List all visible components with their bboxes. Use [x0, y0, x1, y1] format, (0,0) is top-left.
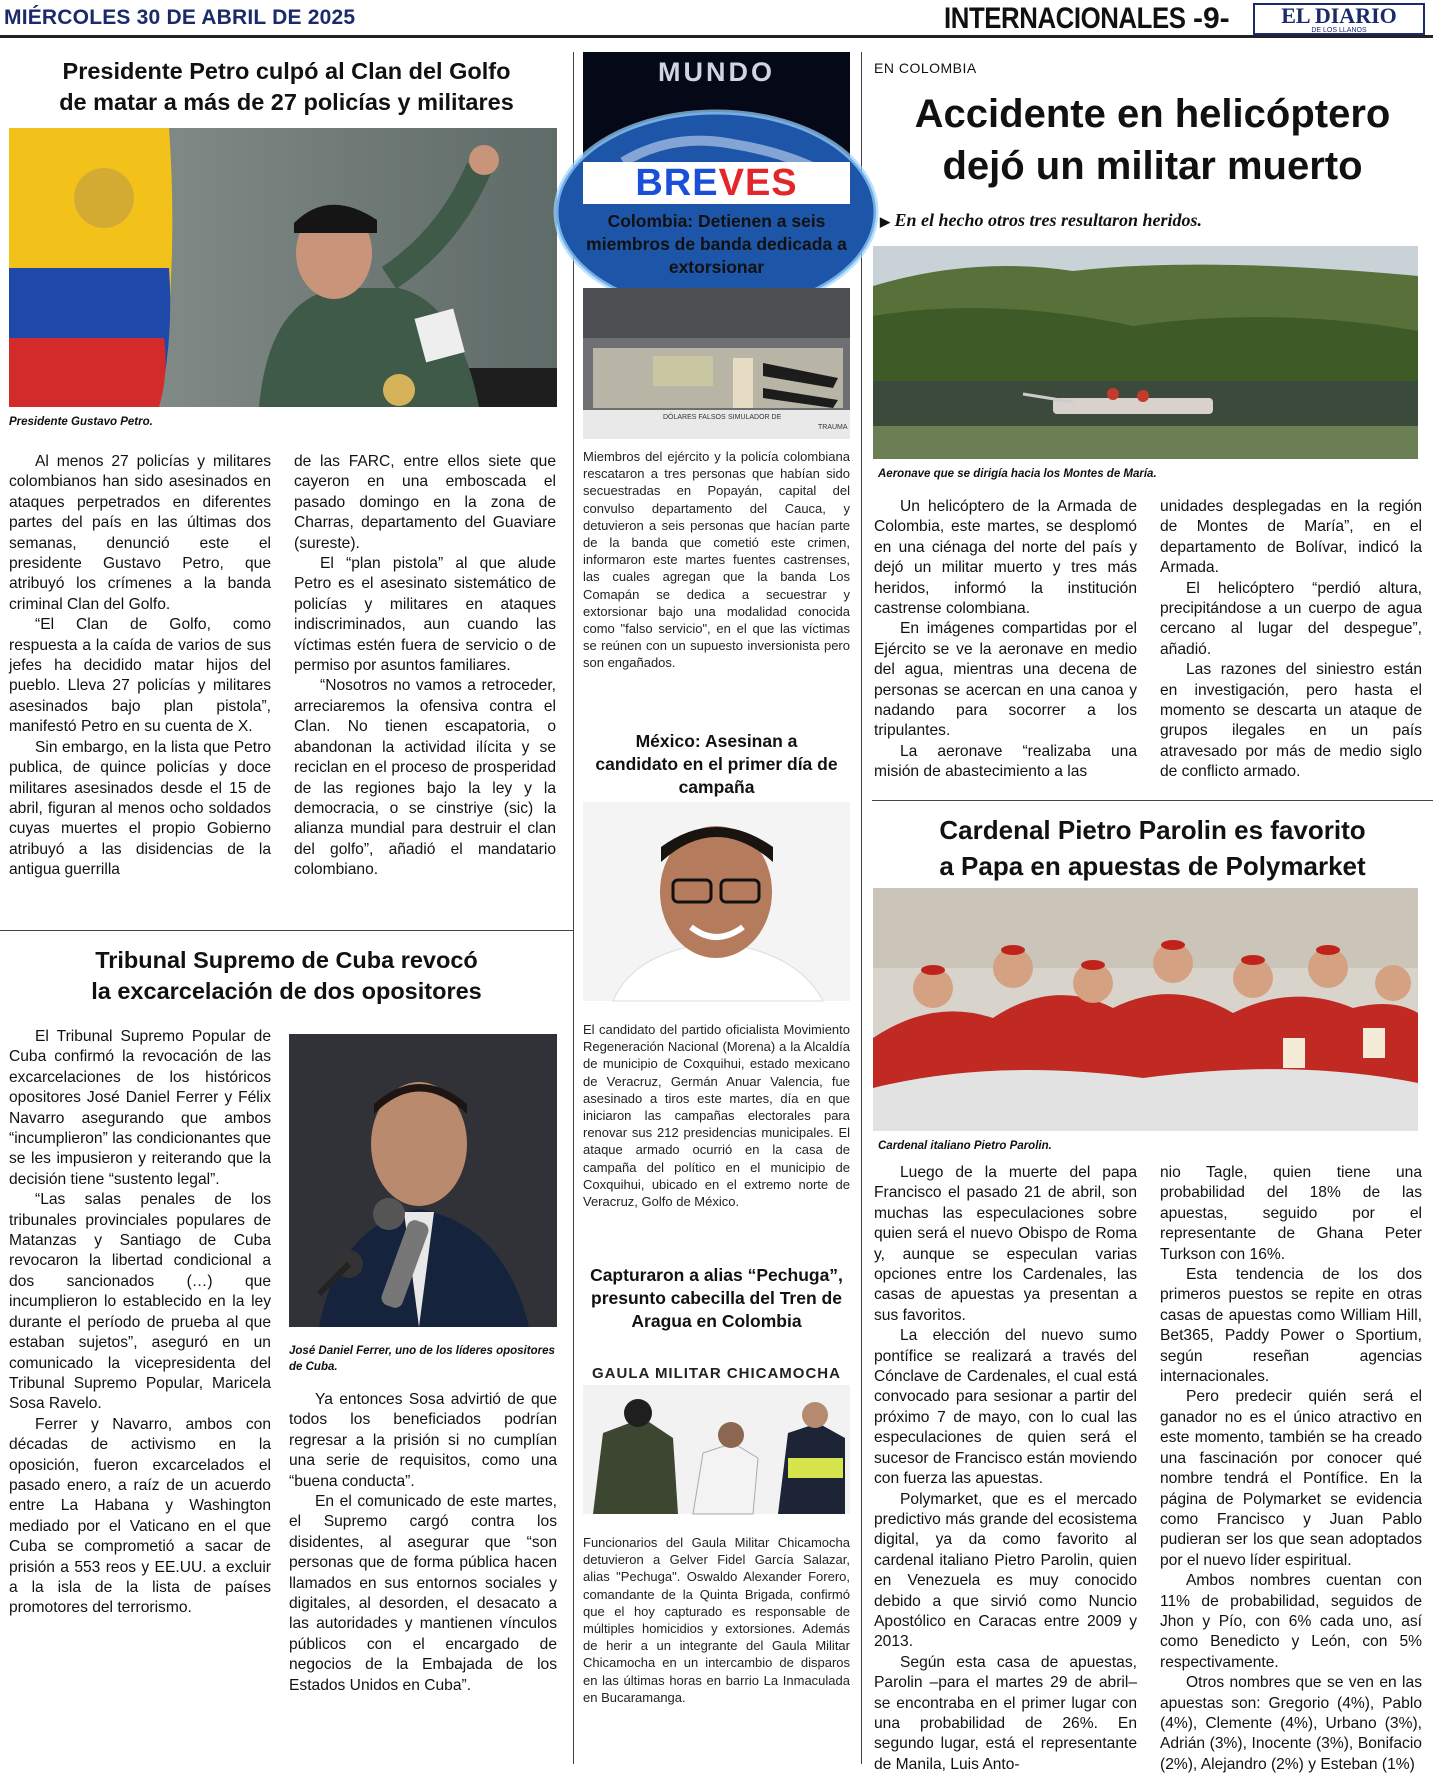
- column-rule: [573, 52, 574, 1764]
- petro-caption: Presidente Gustavo Petro.: [9, 416, 153, 428]
- brief-2-photo: [583, 802, 850, 1001]
- gaula-banner: GAULA MILITAR CHICAMOCHA: [583, 1363, 850, 1385]
- heli-kicker: EN COLOMBIA: [874, 60, 977, 76]
- petro-photo: [9, 128, 557, 407]
- page-number: -9-: [1193, 2, 1230, 35]
- petro-column-2: de las FARC, entre ellos siete que cayeron en una emboscada el pasado domingo en la zona de Charras, departamento del Guaviare (sureste). El “plan pistola” al que alude Petro es el asesinato sistemático de policías y militares en ataques indiscriminados, aun cuando las víctimas estén fuera de servicio o de permiso por asuntos familiares. “Nosotros no vamos a retroceder, arreciaremos la ofensiva contra el Clan. No tienen escapatoria, o abandonan la actividad ilícita y se reciclan en el proceso de prosperidad de las regiones bajo la ley y la democracia, o se cinstriye (sic) la alianza mundial para destruir el clan del golfo”, añadió el mandatario colombiano.: [294, 453, 556, 879]
- brief-3-text: Funcionarios del Gaula Militar Chicamocha detuvieron a Gelver Fidel García Salazar, alias "Pechuga". Oswaldo Alexander Forero, comandante de la Quinta Brigada, confirmó que el hoy capturado es responsable de múltiples homicidios y extorsiones. Además de herir a un integrante del Gaula Militar Chicamocha en un intercambio de disparos en las últimas horas en barrio La Inmaculada en Bucaramanga.: [583, 1535, 850, 1705]
- cuba-headline: Tribunal Supremo de Cuba revocó la excarcelación de dos opositores: [91, 947, 482, 1004]
- brief-2-text: El candidato del partido oficialista Movimiento Regeneración Nacional (Morena) a la Alcaldía de municipio de Coxquihui, estado mexicano de Veracruz, Germán Anuar Valencia, fue asesinado a tiros este martes, día en que iniciaron las campañas electorales para renovar sus 212 presidencias municipales. El ataque armado ocurrió en la casa de campaña del político en el municipio de Coxquihui, ubicado en el extremo norte de Veracruz, Golfo de México.: [583, 1022, 850, 1210]
- ferrer-caption: José Daniel Ferrer, uno de los líderes opositores de Cuba.: [289, 1345, 555, 1373]
- brief-2-headline: México: Asesinan a candidato en el primer día de campaña: [595, 731, 838, 797]
- heli-column-2: unidades desplegadas en la región de Montes de María”, en el departamento de Bolívar, indicó la Armada. El helicóptero “perdió altura, precipitándose a un cuerpo de agua cercano al lugar del despegue”, añadió. Las razones del siniestro están en investigación, pero hasta el momento se descarta un ataque de grupos ilegales en un país atravesado por más de medio siglo de conflicto armado.: [1160, 498, 1422, 781]
- issue-date: MIÉRCOLES 30 DE ABRIL DE 2025: [4, 6, 356, 29]
- ferrer-photo: [289, 1034, 557, 1327]
- column-rule: [861, 52, 862, 1764]
- brief-1-photo-label: DÓLARES FALSOS: [663, 414, 726, 421]
- parolin-headline: Cardenal Pietro Parolin es favorito a Papa en apuestas de Polymarket: [939, 815, 1366, 881]
- heli-column-1: Un helicóptero de la Armada de Colombia, este martes, se desplomó en una ciénaga del norte del país y dejó un militar muerto y tres más heridos, informó la institución castrense colombiana. En imágenes compartidas por el Ejército se ve la aeronave en medio del agua, mientras una decena de personas se acercan en una canoa y nadando para socorrer a los tripulantes. La aeronave “realizaba una misión de abastecimiento a las: [874, 498, 1137, 781]
- parolin-caption: Cardenal italiano Pietro Parolin.: [878, 1140, 1052, 1152]
- heli-caption: Aeronave que se dirigía hacia los Montes de María.: [878, 468, 1157, 480]
- brief-3-headline: Capturaron a alias “Pechuga”, presunto cabecilla del Tren de Aragua en Colombia: [590, 1265, 843, 1331]
- brief-1-photo: [583, 288, 850, 439]
- brief-1-headline: Colombia: Detienen a seis miembros de banda dedicada a extorsionar: [586, 211, 847, 277]
- petro-column-1: Al menos 27 policías y militares colombianos han sido asesinados en ataques perpetrados en diferentes partes del país en las últimas dos semanas, denunció este el presidente Gustavo Petro, que atribuyó los crímenes a la banda criminal Clan del Golfo. “El Clan de Golfo, como respuesta a la caída de varios de sus jefes ha decidido matar hijos del pueblo. Lleva 27 policías y militares asesinados bajo plan pistola”, manifestó Petro en su cuenta de X. Sin embargo, en la lista que Petro publica, de quince policías y doce militares asesinados desde el 15 de abril, figuran al menos ocho soldados cuyas muertes el propio Gobierno atribuyó a las disidencias de la antigua guerrilla: [9, 453, 271, 879]
- heli-deck: ▶ En el hecho otros tres resultaron heridos.: [880, 210, 1203, 230]
- petro-headline: Presidente Petro culpó al Clan del Golfo de matar a más de 27 policías y militares: [59, 58, 514, 115]
- cuba-column-2: Ya entonces Sosa advirtió de que todos los beneficiados podrían regresar a la prisión si no cumplían una serie de requisitos, como una “buena conducta”. En el comunicado de este martes, el Supremo cargó contra los disidentes, al asegurar que “son personas que de forma pública hacen llamados en sus entornos sociales y digitales, al desorden, el desacato a las autoridades y mantienen vínculos públicos con el encargado de negocios de la Embajada de los Estados Unidos en Cuba”.: [289, 1391, 557, 1694]
- brief-1-photo-label: SIMULADOR DE: [728, 414, 782, 421]
- cardinals-photo: [873, 888, 1418, 1131]
- section-name: INTERNACIONALES: [944, 2, 1186, 35]
- triangle-bullet-icon: ▶: [880, 214, 890, 229]
- brief-1-photo-label: TRAUMA: [818, 424, 848, 431]
- logo-sub: DE LOS LLANOS: [1311, 26, 1367, 34]
- section-rule: [872, 800, 1433, 801]
- mundo-breves-banner: [583, 52, 850, 204]
- heli-headline: Accidente en helicóptero dejó un militar muerto: [914, 92, 1391, 188]
- breves-label: BREVES: [635, 162, 798, 204]
- newspaper-logo: [1253, 3, 1425, 35]
- parolin-column-2: nio Tagle, quien tiene una probabilidad del 18% de las apuestas, seguido por el representante de Ghana Peter Turkson con 16%. Esta tendencia de los dos primeros puestos se repite en otras casas de apuestas como William Hill, Bet365, Paddy Power o Sportium, según reseñan agencias internacionales. Pero predecir quién será el ganador no es el único atractivo en este momento, también se ha creado una fascinación por conocer qué nombre tendrá el Pontífice. En la página de Polymarket se evidencia como Francisco y Juan Pablo pudieran ser los que sean adoptados por el nuevo líder espiritual. Ambos nombres cuentan con 11% de probabilidad, seguidos de Jhon y Pío, con 6% cada uno, así como Benedicto y León, con 5% respectivamente. Otros nombres que se ven en las apuestas son: Gregorio (4%), Pablo (4%), Clemente (4%), Urbano (3%), Adrián (3%), Inocente (3%), Bonifacio (2%), Alejandro (2%) y Esteban (1%): [1160, 1164, 1422, 1773]
- brief-1-text: Miembros del ejército y la policía colombiana rescataron a tres personas que habían sido secuestradas en Popayán, capital del convulso departamento del Cauca, y detuvieron a seis personas que hacían parte de la banda que cometió este crimen, informaron este martes fuentes castrenses, las cuales agregan que la banda Los Comapán se dedica a secuestrar y extorsionar bajo una modalidad conocida como "falso servicio", en el que las víctimas se reúnen con un supuesto inversionista pero son engañados.: [583, 449, 850, 671]
- section-rule: [0, 930, 573, 931]
- cuba-column-1: El Tribunal Supremo Popular de Cuba confirmó la revocación de las excarcelaciones de los históricos opositores José Daniel Ferrer y Félix Navarro asegurando que ambos “incumplieron” las condicionantes que se les impusieron y reiterando que la decisión tiene “sustento legal”. “Las salas penales de los tribunales provinciales populares de Matanzas y Santiago de Cuba revocaron la libertad condicional a dos sancionados (…) que incumplieron lo establecido en la ley durante el período de prueba al que estaban sujetos”, aseguró en un comunicado la vicepresidenta del Tribunal Supremo Popular, Maricela Sosa Ravelo. Ferrer y Navarro, ambos con décadas de activismo en la oposición, fueron excarcelados el pasado enero, a raíz de un acuerdo entre La Habana y Washington mediado por el Vaticano en el que Cuba se comprometió a sacar de prisión a 553 reos y EE.UU. a excluir a la isla de la lista de países promotores del terrorismo.: [9, 1028, 271, 1617]
- heli-photo: [873, 246, 1418, 459]
- parolin-column-1: Luego de la muerte del papa Francisco el pasado 21 de abril, son muchas las especulaciones sobre quien será el nuevo Obispo de Roma y, aunque se especulan varias opciones entre los Cardenales, las casas de apuestas ya presentan a sus favoritos. La elección del nuevo sumo pontífice se realizará a través del Cónclave de Cardenales, el cual está convocado para sesionar a partir del próximo 7 de mayo, con lo cual las especulaciones de quien será el sucesor de Francisco están moviendo con fuerza las apuestas. Polymarket, que es el mercado predictivo más grande del ecosistema digital, ya da como favorito al cardenal italiano Pietro Parolin, quien en Venezuela es muy conocido debido a que sirvió como Nuncio Apostólico en Caracas entre 2009 y 2013. Según esta casa de apuestas, Parolin –para el martes 29 de abril– se encontraba en el primer lugar con una probabilidad de 26%. En segundo lugar, está el representante de Manila, Luis Anto-: [874, 1164, 1137, 1773]
- logo-main: EL DIARIO: [1281, 2, 1397, 28]
- mundo-label: MUNDO: [658, 57, 775, 87]
- brief-3-photo: [583, 1363, 850, 1514]
